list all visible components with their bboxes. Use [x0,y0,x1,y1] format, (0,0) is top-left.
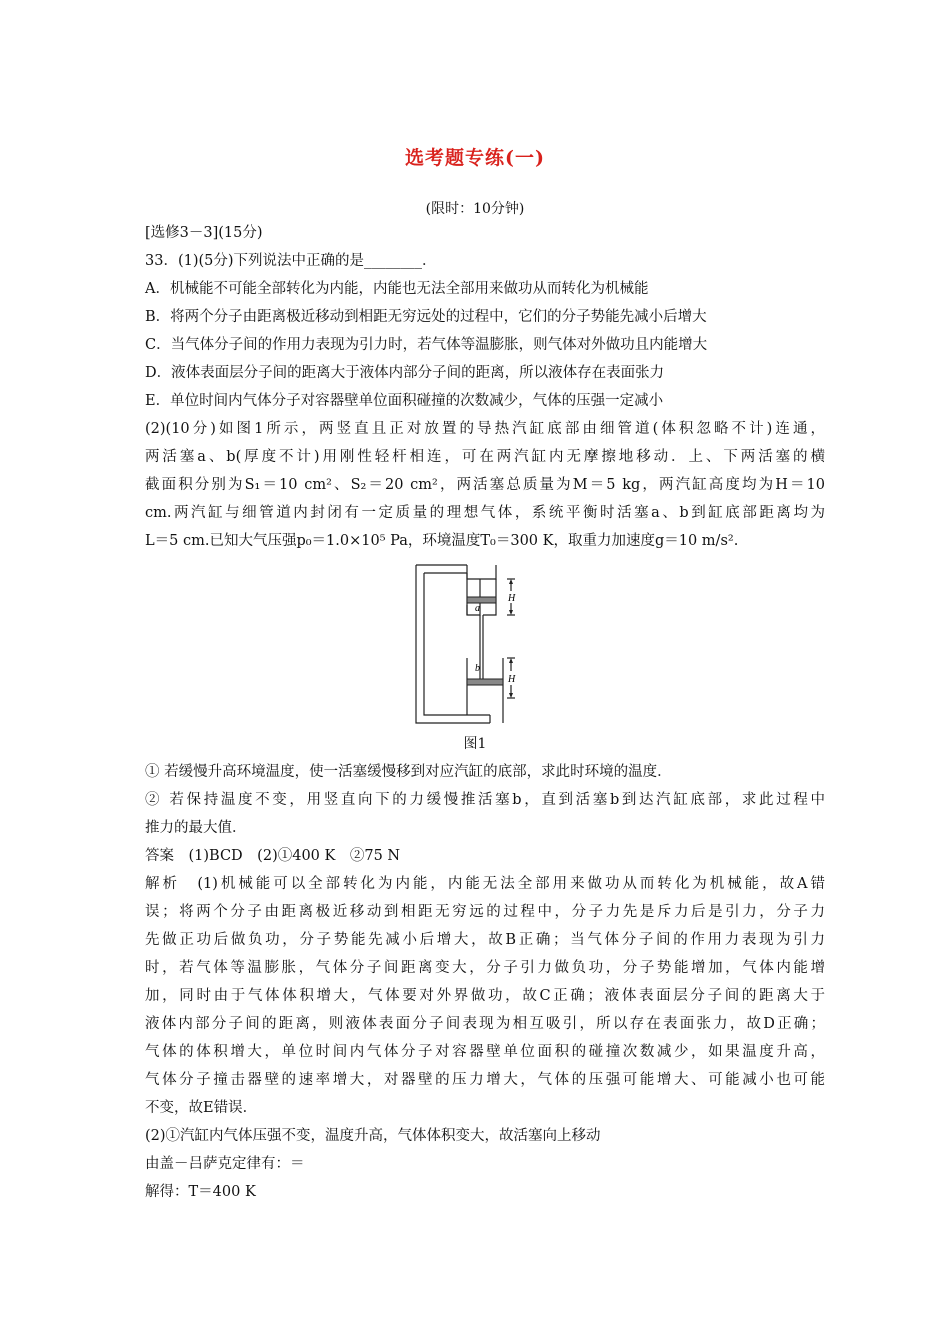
option-b: B．将两个分子由距离极近移动到相距无穷远处的过程中，它们的分子势能先减小后增大 [145,309,707,325]
analysis-line: 先做正功后做负功，分子势能先减小后增大，故B正确；当气体分子间的作用力表现为引力 [145,932,825,948]
time-limit: (限时：10分钟) [425,201,525,217]
analysis-line: 由盖－吕萨克定律有：＝ [145,1156,305,1172]
analysis-line: 加，同时由于气体体积增大，气体要对外界做功，故C正确；液体表面层分子间的距离大于 [145,988,825,1004]
subquestion-2-cont: 推力的最大值． [145,820,247,836]
option-c: C．当气体分子间的作用力表现为引力时，若气体等温膨胀，则气体对外做功且内能增大 [145,337,708,353]
analysis-line: 不变，故E错误． [145,1100,258,1116]
subquestions-block [145,758,825,1206]
option-d: D．液体表面层分子间的距离大于液体内部分子间的距离，所以液体存在表面张力 [145,365,665,381]
piston-a [467,597,496,603]
analysis-line: 气体分子撞击器壁的速率增大，对器壁的压力增大，气体的压强可能增大、可能减小也可能 [145,1072,825,1088]
analysis-line: 误；将两个分子由距离极近移动到相距无穷远的过程中，分子力先是斥力后是引力，分子力 [145,904,825,920]
question-line: 截面积分别为S₁＝10 cm²、S₂＝20 cm²，两活塞总质量为M＝5 kg，两汽缸高度均为H＝10 [145,477,825,493]
question-line: 33．(1)(5分)下列说法中正确的是________． [145,253,437,269]
page-title: 选考题专练(一) [405,147,545,169]
piston-b [467,679,503,685]
question-line: L＝5 cm.已知大气压强p₀＝1.0×10⁵ Pa，环境温度T₀＝300 K，取重力加速度g＝10 m/s². [145,533,739,549]
option-a: A．机械能不可能全部转化为内能，内能也无法全部用来做功从而转化为机械能 [145,281,649,297]
analysis-line: 气体的体积增大，单位时间内气体分子对容器壁单位面积的碰撞次数减少，如果温度升高， [145,1044,825,1060]
figure-caption: 图1 [463,736,487,752]
cylinder-figure [412,563,537,728]
analysis-line: 液体内部分子间的距离，则液体表面分子间表现为相互吸引，所以存在表面张力，故D正确； [145,1016,825,1032]
analysis-line: 时，若气体等温膨胀，气体分子间距离变大，分子引力做负功，分子势能增加，气体内能增 [145,960,825,976]
section-header: [选修3－3](15分) [145,225,263,241]
label-b: b [475,663,480,674]
analysis-line: (2)①汽缸内气体压强不变，温度升高，气体体积变大，故活塞向上移动 [145,1128,601,1144]
analysis-line: 解得：T＝400 K [145,1184,256,1200]
answer-line: 答案 (1)BCD (2)①400 K ②75 N [145,848,401,864]
label-a: a [475,603,480,614]
question-line: (2)(10分)如图1所示，两竖直且正对放置的导热汽缸底部由细管道(体积忽略不计)连通， [145,421,825,437]
option-e: E．单位时间内气体分子对容器壁单位面积碰撞的次数减少，气体的压强一定减小 [145,393,664,409]
analysis-line: 解析 (1)机械能可以全部转化为内能，内能无法全部用来做功从而转化为机械能，故A错 [145,876,825,892]
label-h-bottom: H [508,674,516,685]
cylinder-diagram [412,563,537,728]
label-h-top: H [508,593,516,604]
subquestion-2: ② 若保持温度不变，用竖直向下的力缓慢推活塞b，直到活塞b到达汽缸底部，求此过程中 [145,792,825,808]
question-line: cm.两汽缸与细管道内封闭有一定质量的理想气体，系统平衡时活塞a、b到缸底部距离均为 [145,505,825,521]
question-block [145,219,825,555]
subquestion-1: ① 若缓慢升高环境温度，使一活塞缓慢移到对应汽缸的底部，求此时环境的温度． [145,764,672,780]
question-line: 两活塞a、b(厚度不计)用刚性轻杆相连，可在两汽缸内无摩擦地移动．上、下两活塞的横 [145,449,825,465]
